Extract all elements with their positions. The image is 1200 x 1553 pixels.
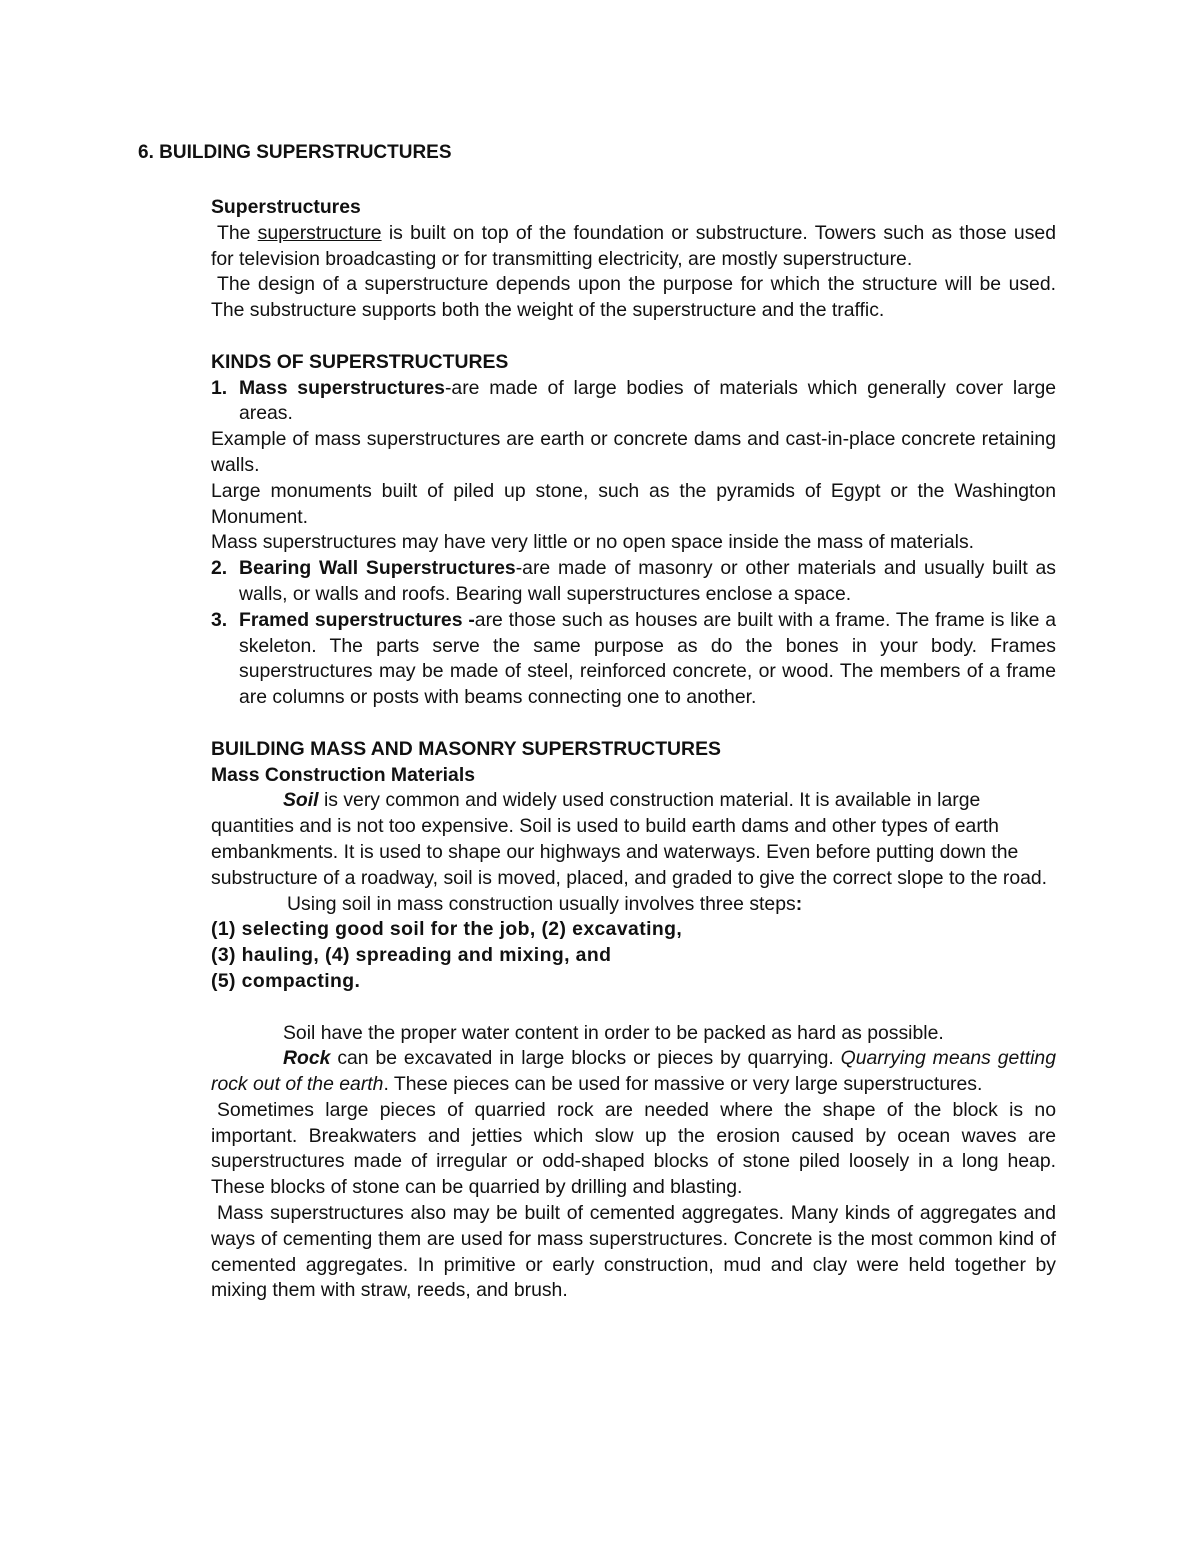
paragraph-monuments: Large monuments built of piled up stone, such as the pyramids of Egypt or the Washington Monument. <box>211 479 1056 528</box>
text-fragment: The <box>217 221 258 244</box>
text-fragment: -are made of large bodies of materials which generally cover large areas. <box>239 376 1057 425</box>
spacer <box>211 711 1056 737</box>
soil-steps-line-2: (3) hauling, (4) spreading and mixing, and <box>211 944 612 967</box>
paragraph-superstructure-definition <box>211 221 1056 273</box>
paragraph-mass-example: Example of mass superstructures are earth or concrete dams and cast-in-place concrete retaining walls. <box>211 428 1056 476</box>
quarrying-definition: Quarrying means getting rock out of the earth <box>211 1047 1056 1096</box>
spacer <box>211 995 1056 1021</box>
text-fragment: : <box>795 892 803 915</box>
paragraph-soil-water: Soil have the proper water content in order to be packed as hard as possible. <box>283 1021 944 1044</box>
list-item-framed <box>211 608 1056 711</box>
soil-steps-line-3: (5) compacting. <box>211 969 361 992</box>
text-fragment: are those such as houses are built with a frame. The frame is like a skeleton. The parts serve the same purpose as do the bones in your body. Frames superstructures may be made of steel, reinforced concrete, or wood. The members of a frame are columns or posts with beams connecting one to another. <box>239 608 1056 709</box>
paragraph-cemented-aggregates: Mass superstructures also may be built of cemented aggregates. Many kinds of aggregates and ways of cementing them are used for mass superstructures. Concrete is the most common kind of cemented aggregates. In primitive or early construction, mud and clay were held together by mixing them with straw, reeds, and brush. <box>211 1202 1056 1302</box>
subheading-mass-construction-materials: Mass Construction Materials <box>211 763 475 786</box>
section-heading-superstructures: Superstructures <box>211 196 361 218</box>
section-heading-mass-masonry: BUILDING MASS AND MASONRY SUPERSTRUCTURES <box>211 737 721 760</box>
paragraph-soil <box>211 788 1056 917</box>
paragraph-quarried-rock: Sometimes large pieces of quarried rock are needed where the shape of the block is no important. Breakwaters and jetties which slow up the erosion caused by ocean waves are superstructures made of irregular or odd-shaped blocks of stone piled loosely in a long heap. These blocks of stone can be quarried by drilling and blasting. <box>211 1098 1056 1199</box>
text-fragment: -are made of masonry or other materials and usually built as walls, or walls and roofs. Bearing wall superstructures enclose a space. <box>239 557 1056 605</box>
spacer <box>211 324 1056 350</box>
term-rock: Rock <box>283 1047 331 1070</box>
list-item-mass <box>211 376 1056 428</box>
text-fragment: is built on top of the foundation or substructure. Towers such as those used for television broadcasting or for transmitting electricity, are mostly superstructure. <box>211 221 1056 270</box>
text-fragment: can be excavated in large blocks or pieces by quarrying. <box>330 1047 841 1070</box>
list-item-text <box>239 376 1056 428</box>
text-fragment: . These pieces can be used for massive or very large superstructures. <box>383 1073 983 1096</box>
list-number: 2. <box>211 557 228 580</box>
paragraph-superstructure-design: The design of a superstructure depends upon the purpose for which the structure will be used. The substructure supports both the weight of the superstructure and the traffic. <box>211 273 1056 322</box>
term-mass-superstructures: Mass superstructures <box>239 376 445 399</box>
term-superstructure: superstructure <box>257 221 382 244</box>
list-number: 1. <box>211 376 228 399</box>
list-item-text <box>239 556 1056 608</box>
list-item-text <box>239 608 1056 711</box>
paragraph-mass-open-space: Mass superstructures may have very little or no open space inside the mass of materials. <box>211 531 975 554</box>
chapter-title: 6. BUILDING SUPERSTRUCTURES <box>138 142 452 163</box>
text-fragment: Using soil in mass construction usually involves three steps <box>287 892 796 915</box>
text-fragment: is very common and widely used construction material. It is available in large quantities and is not too expensive. Soil is used to build earth dams and other types of earth embankments. It is used to shape our highways and waterways. Even before putting down the substructure of a roadway, soil is moved, placed, and graded to give the correct slope to the road. <box>211 789 1048 889</box>
list-item-bearing-wall <box>211 556 1056 608</box>
term-soil: Soil <box>283 789 319 812</box>
document-body <box>211 195 1056 1304</box>
list-number: 3. <box>211 608 228 631</box>
paragraph-rock <box>211 1046 1056 1098</box>
term-framed: Framed superstructures - <box>239 608 475 631</box>
term-bearing-wall: Bearing Wall Superstructures <box>239 557 516 580</box>
section-heading-kinds: KINDS OF SUPERSTRUCTURES <box>211 350 509 373</box>
soil-steps-line-1: (1) selecting good soil for the job, (2) excavating, <box>211 918 683 941</box>
